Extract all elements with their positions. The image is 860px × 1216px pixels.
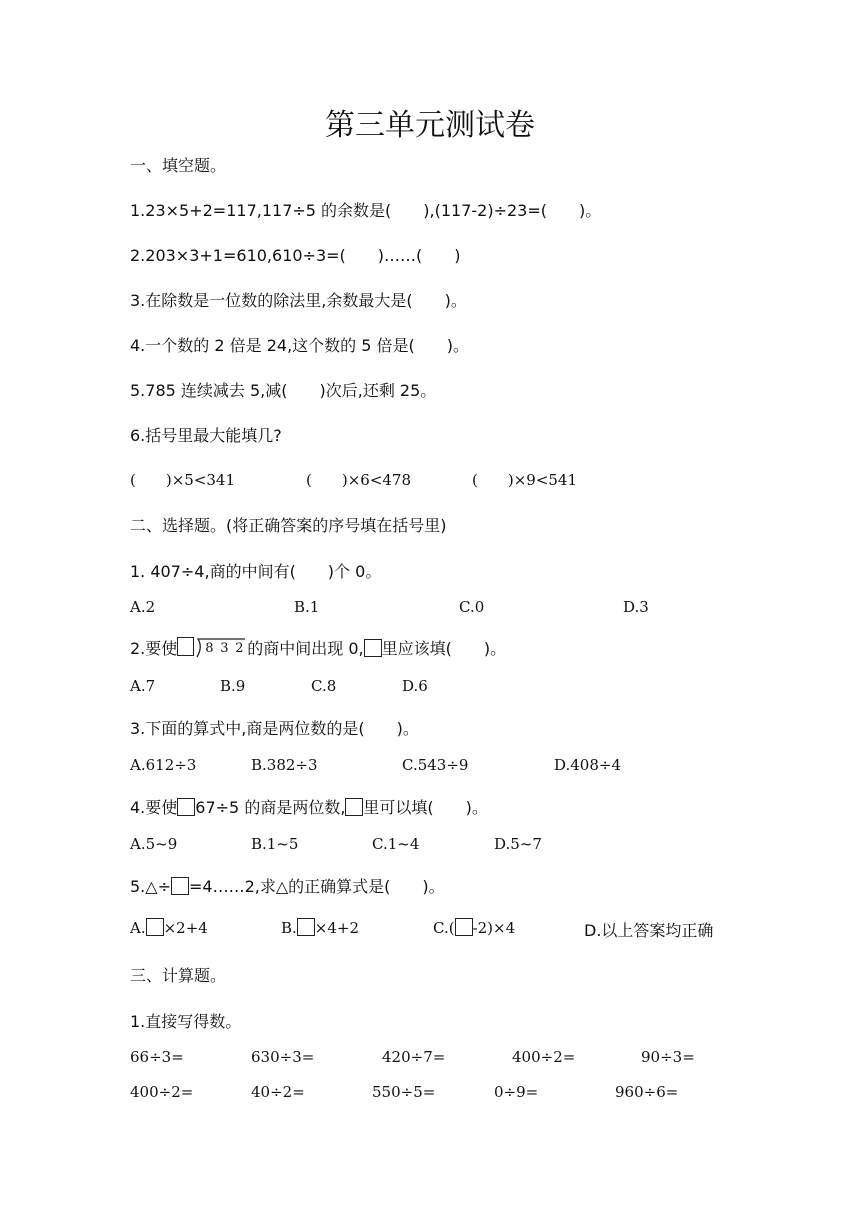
s2-q2-option-d: D.6: [402, 677, 428, 695]
s2-q5-option-c: [433, 918, 515, 937]
s2-q4-middle: 67÷5 的商是两位数,: [195, 798, 346, 817]
s2-q5-suffix: =4……2,求△的正确算式是( )。: [188, 877, 445, 896]
calc-item: 630÷3=: [251, 1048, 315, 1066]
s1-question-1: 1.23×5+2=117,117÷5 的余数是( ),(117-2)÷23=( )。: [130, 201, 602, 220]
s2-q4-option-d: D.5~7: [494, 835, 542, 853]
s2-q5-option-a: [130, 918, 208, 937]
calc-item: 400÷2=: [512, 1048, 576, 1066]
s2-q4-option-a: A.5~9: [130, 835, 178, 853]
section-3-heading: 三、计算题。: [130, 966, 227, 985]
s2-q2-prefix: 2.要使: [130, 639, 178, 658]
blank-box: [171, 877, 189, 895]
s2-q3-option-d: D.408÷4: [554, 756, 622, 774]
s2-q4-option-b: B.1~5: [251, 835, 299, 853]
s1-question-3: 3.在除数是一位数的除法里,余数最大是( )。: [130, 291, 467, 310]
dividend-digit: 8: [205, 641, 214, 656]
calc-item: 40÷2=: [251, 1083, 305, 1101]
s1-question-5: 5.785 连续减去 5,减( )次后,还剩 25。: [130, 381, 437, 400]
s2-q3-option-c: C.543÷9: [402, 756, 469, 774]
s2-q2-middle: 的商中间出现 0,: [247, 639, 364, 658]
s1-question-4: 4.一个数的 2 倍是 24,这个数的 5 倍是( )。: [130, 336, 469, 355]
blank-box: [297, 918, 315, 936]
s1-q6-item-a: ( )×5<341: [130, 471, 236, 489]
dividend-digit: 3: [220, 641, 229, 656]
s2-q2-suffix: 里应该填( )。: [381, 639, 507, 658]
calc-item: 420÷7=: [382, 1048, 446, 1066]
s2-q1-option-d: D.3: [623, 598, 649, 616]
s2-q1-option-a: A.2: [130, 598, 156, 616]
s2-q2-option-a: A.7: [130, 677, 156, 695]
blank-box: [345, 798, 363, 816]
option-label: A.: [130, 919, 146, 937]
page-title: 第三单元测试卷: [325, 108, 535, 143]
blank-box: [455, 918, 473, 936]
option-expression: -2)×4: [472, 919, 516, 937]
s2-q1-option-b: B.1: [294, 598, 320, 616]
section-1-heading: 一、填空题。: [130, 156, 227, 175]
s2-q1-option-c: C.0: [459, 598, 485, 616]
s2-question-2: [130, 636, 506, 659]
s2-q2-option-b: B.9: [220, 677, 246, 695]
section-2-heading: 二、选择题。(将正确答案的序号填在括号里): [130, 516, 447, 535]
long-division-symbol: [177, 637, 247, 659]
option-label: C.(: [433, 919, 455, 937]
option-expression: ×4+2: [314, 919, 360, 937]
calc-item: 550÷5=: [372, 1083, 436, 1101]
s2-q5-option-d: D.以上答案均正确: [584, 921, 714, 940]
option-label: B.: [281, 919, 297, 937]
blank-box: [364, 639, 382, 657]
s2-q3-option-a: A.612÷3: [130, 756, 197, 774]
s2-question-4: [130, 795, 488, 818]
calc-item: 90÷3=: [641, 1048, 695, 1066]
s2-question-3: 3.下面的算式中,商是两位数的是( )。: [130, 719, 419, 738]
s2-q5-option-b: [281, 918, 359, 937]
s2-q5-prefix: 5.△÷: [130, 877, 171, 896]
calc-item: 0÷9=: [494, 1083, 539, 1101]
s1-question-6: 6.括号里最大能填几?: [130, 426, 282, 445]
s2-q3-option-b: B.382÷3: [251, 756, 318, 774]
s1-q6-item-c: ( )×9<541: [472, 471, 578, 489]
s2-q4-suffix: 里可以填( )。: [363, 798, 488, 817]
option-expression: ×2+4: [163, 919, 208, 937]
s2-q2-option-c: C.8: [311, 677, 337, 695]
s2-question-1: 1. 407÷4,商的中间有( )个 0。: [130, 562, 382, 581]
calc-item: 400÷2=: [130, 1083, 194, 1101]
s1-q6-item-b: ( )×6<478: [306, 471, 412, 489]
dividend-digit: 2: [235, 641, 244, 656]
s2-question-5: [130, 874, 445, 897]
calc-item: 66÷3=: [130, 1048, 184, 1066]
s2-q4-option-c: C.1~4: [372, 835, 420, 853]
blank-box: [177, 798, 195, 816]
s2-q4-prefix: 4.要使: [130, 798, 178, 817]
blank-box: [146, 918, 164, 936]
s3-question-1: 1.直接写得数。: [130, 1012, 242, 1031]
calc-item: 960÷6=: [615, 1083, 679, 1101]
s1-question-2: 2.203×3+1=610,610÷3=( )……( ): [130, 246, 461, 265]
